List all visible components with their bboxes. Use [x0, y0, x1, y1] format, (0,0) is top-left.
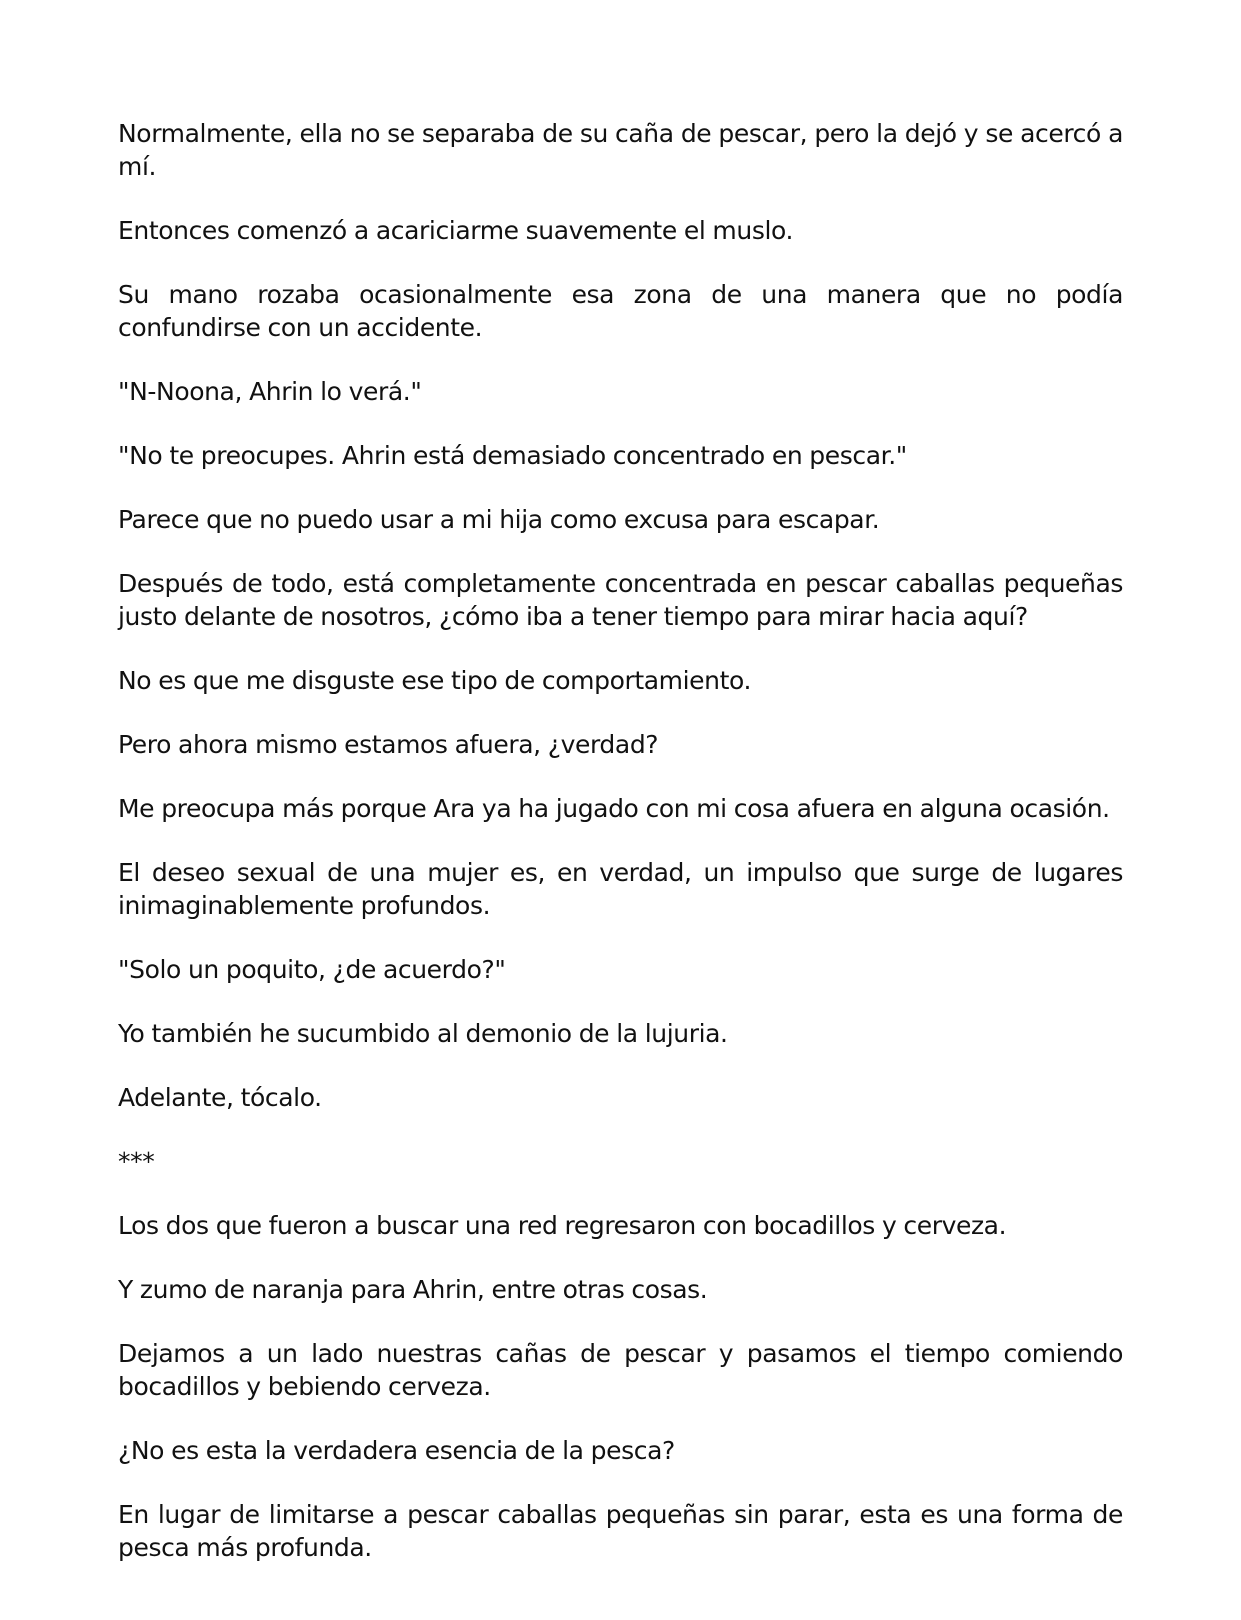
paragraph: Su mano rozaba ocasionalmente esa zona de una manera que no podía confundirse con un accidente. — [118, 280, 1123, 342]
paragraph: Me preocupa más porque Ara ya ha jugado con mi cosa afuera en alguna ocasión. — [118, 794, 1110, 823]
paragraph: Normalmente, ella no se separaba de su caña de pescar, pero la dejó y se acercó a mí. — [118, 119, 1123, 181]
paragraph: Adelante, tócalo. — [118, 1083, 322, 1112]
paragraph: Y zumo de naranja para Ahrin, entre otras cosas. — [118, 1275, 708, 1304]
paragraph: En lugar de limitarse a pescar caballas pequeñas sin parar, esta es una forma de pesca más profunda. — [118, 1500, 1123, 1562]
paragraph: Pero ahora mismo estamos afuera, ¿verdad? — [118, 730, 659, 759]
paragraph: Entonces comenzó a acariciarme suavemente el muslo. — [118, 216, 793, 245]
paragraph: Los dos que fueron a buscar una red regresaron con bocadillos y cerveza. — [118, 1211, 1007, 1240]
paragraph: "No te preocupes. Ahrin está demasiado concentrado en pescar." — [118, 441, 907, 470]
paragraph: El deseo sexual de una mujer es, en verdad, un impulso que surge de lugares inimaginablemente profundos. — [118, 858, 1123, 920]
paragraph: Yo también he sucumbido al demonio de la lujuria. — [118, 1019, 728, 1048]
paragraph: Parece que no puedo usar a mi hija como excusa para escapar. — [118, 505, 880, 534]
scene-break: *** — [118, 1147, 155, 1176]
paragraph: "N-Noona, Ahrin lo verá." — [118, 377, 422, 406]
document-page — [118, 117, 1123, 1564]
paragraph: Después de todo, está completamente concentrada en pescar caballas pequeñas justo delante de nosotros, ¿cómo iba a tener tiempo para mirar hacia aquí? — [118, 569, 1123, 631]
paragraph: "Solo un poquito, ¿de acuerdo?" — [118, 955, 506, 984]
paragraph: No es que me disguste ese tipo de comportamiento. — [118, 666, 752, 695]
paragraph: Dejamos a un lado nuestras cañas de pescar y pasamos el tiempo comiendo bocadillos y bebiendo cerveza. — [118, 1339, 1123, 1401]
paragraph: ¿No es esta la verdadera esencia de la pesca? — [118, 1436, 675, 1465]
